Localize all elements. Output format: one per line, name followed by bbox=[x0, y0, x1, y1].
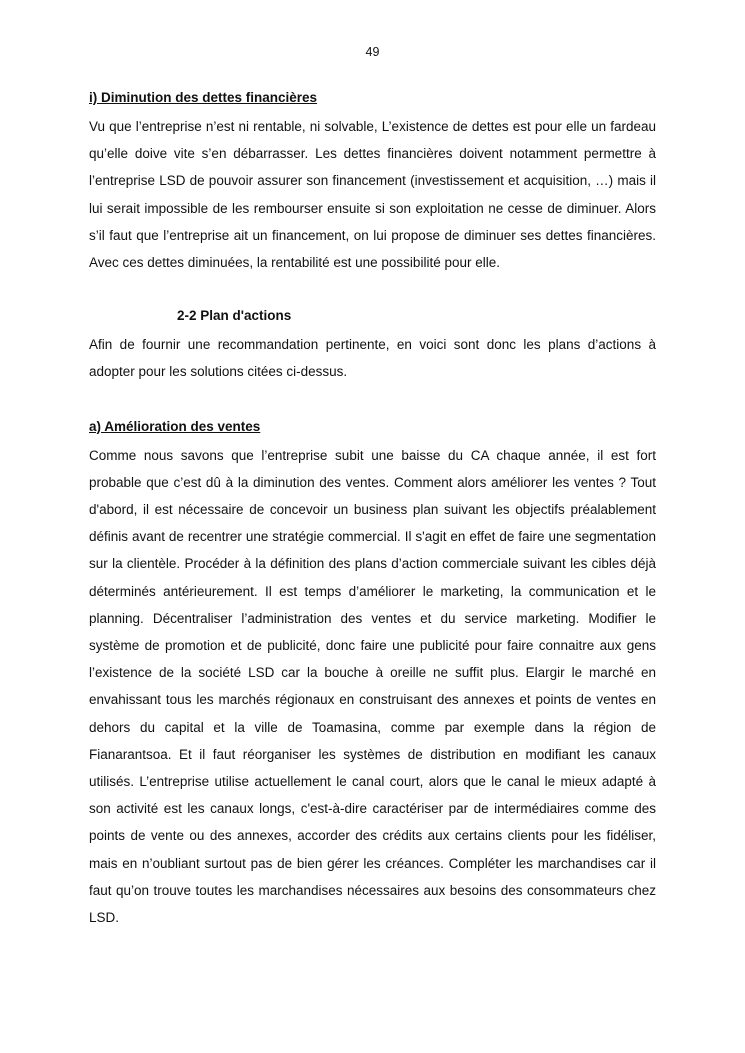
page-number: 49 bbox=[365, 45, 380, 59]
section-heading-amelioration-ventes: a) Amélioration des ventes bbox=[89, 418, 261, 434]
section-paragraph-diminution-dettes: Vu que l’entreprise n’est ni rentable, ni solvable, L’existence de dettes est pour elle un fardeau qu’elle doive vite s’en débarrasser. Les dettes financières doivent notamment permettre à l’entreprise LSD de pouvoir assurer son financement (investissement et acquisition, …) mais il lui serait impossible de les rembourser ensuite si son exploitation ne cesse de diminuer. Alors s’il faut que l’entreprise ait un financement, on lui propose de diminuer ses dettes financières. Avec ces dettes diminuées, la rentabilité est une possibilité pour elle. bbox=[89, 119, 656, 271]
section-paragraph-plan-actions: Afin de fournir une recommandation pertinente, en voici sont donc les plans d’actions à adopter pour les solutions citées ci-dessus. bbox=[89, 337, 656, 380]
section-paragraph-amelioration-ventes: Comme nous savons que l’entreprise subit une baisse du CA chaque année, il est fort probable que c’est dû à la diminution des ventes. Comment alors améliorer les ventes ? Tout d'abord, il est nécessaire de concevoir un business plan suivant les objectifs préalablement définis avant de recentrer une stratégie commercial. Il s'agit en effet de faire une segmentation sur la clientèle. Procéder à la définition des plans d’action commerciale suivant les cibles déjà déterminés antérieurement. Il est temps d’améliorer le marketing, la communication et le planning. Décentraliser l’administration des ventes et du service marketing. Modifier le système de promotion et de publicité, donc faire une publicité pour faire connaitre aux gens l’existence de la société LSD car la bouche à oreille ne suffit plus. Elargir le marché en envahissant tous les marchés régionaux en construisant des annexes et points de ventes en dehors du capital et la ville de Toamasina, comme par exemple dans la région de Fianarantsoa. Et il faut réorganiser les systèmes de distribution en modifiant les canaux utilisés. L’entreprise utilise actuellement le canal court, alors que le canal le mieux adapté à son activité est les canaux longs, c'est-à-dire caractériser par de intermédiaires comme des points de vente ou des annexes, accorder des crédits aux certains clients pour les fidéliser, mais en n’oubliant surtout pas de bien gérer les créances. Compléter les marchandises car il faut qu’on trouve toutes les marchandises nécessaires aux besoins des consommateurs chez LSD. bbox=[89, 447, 656, 926]
section-heading-diminution-dettes: i) Diminution des dettes financières bbox=[89, 90, 318, 105]
section-heading-plan-actions: 2-2 Plan d'actions bbox=[177, 308, 292, 324]
page-content bbox=[89, 86, 656, 931]
